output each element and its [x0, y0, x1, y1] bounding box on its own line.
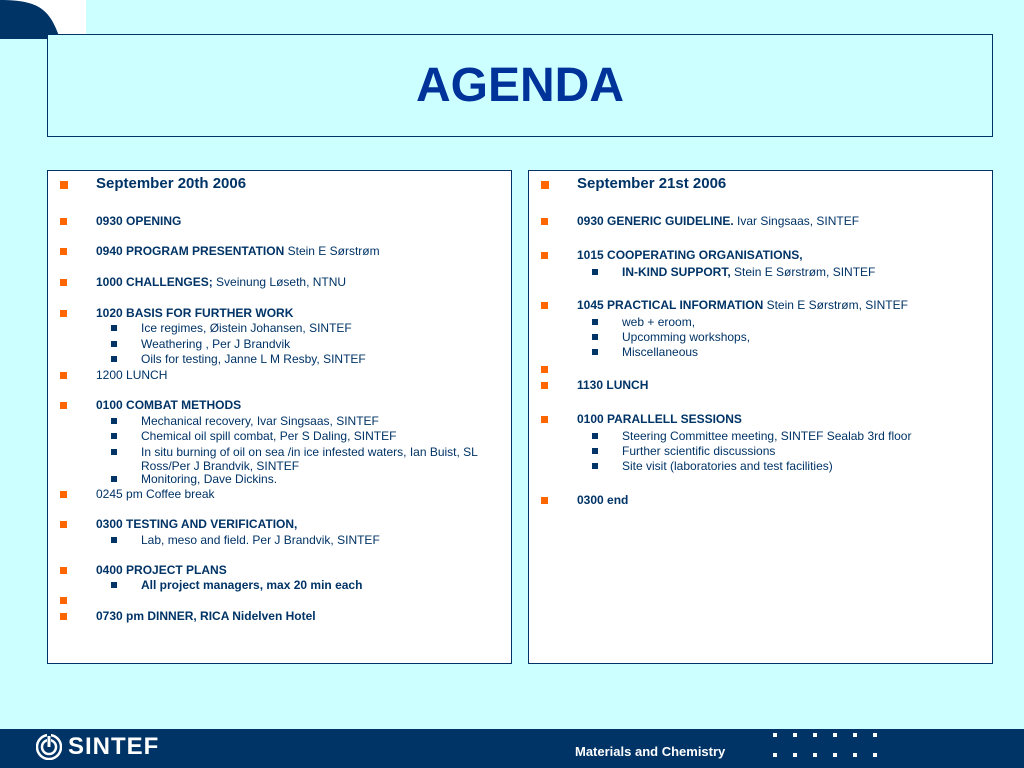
- agenda-item-bold-text: 0300 end: [577, 493, 629, 507]
- agenda-item-text: [622, 459, 984, 473]
- agenda-item-text: [622, 265, 984, 279]
- bullet-icon: [111, 356, 117, 362]
- agenda-item-text: [141, 429, 503, 443]
- agenda-item-text: [141, 321, 503, 335]
- agenda-item-detail-text: Ivar Singsaas, SINTEF: [733, 214, 860, 228]
- bullet-icon: [111, 433, 117, 439]
- page-title: AGENDA: [415, 59, 624, 112]
- bullet-icon: [541, 416, 548, 423]
- agenda-item-text: [622, 330, 984, 344]
- agenda-item-bold-text: September 20th 2006: [96, 175, 247, 192]
- bullet-icon: [60, 279, 67, 286]
- bullet-icon: [60, 181, 68, 189]
- agenda-item-bold-text: 0940 PROGRAM PRESENTATION: [96, 244, 285, 258]
- agenda-item-detail-text: Stein E Sørstrøm, SINTEF: [763, 298, 908, 312]
- footer-dot: [833, 733, 837, 737]
- agenda-item-detail-text: Steering Committee meeting, SINTEF Sealab 3rd floor: [622, 429, 912, 443]
- agenda-item-bold-text: All project managers, max 20 min each: [141, 578, 363, 592]
- agenda-item-text: [577, 378, 984, 392]
- bullet-icon: [60, 310, 67, 317]
- agenda-item-detail-text: Upcomming workshops,: [622, 330, 751, 344]
- bullet-icon: [541, 181, 549, 189]
- bullet-icon: [111, 418, 117, 424]
- agenda-item-text: [577, 412, 984, 426]
- agenda-item-bold-text: 0300 TESTING AND VERIFICATION,: [96, 517, 298, 531]
- bullet-icon: [592, 269, 598, 275]
- sintef-logo-icon: [36, 734, 62, 760]
- bullet-icon: [60, 248, 67, 255]
- agenda-item-text: [96, 609, 503, 623]
- bullet-icon: [111, 476, 117, 482]
- bullet-icon: [541, 382, 548, 389]
- bullet-icon: [592, 319, 598, 325]
- agenda-item-bold-text: 0730 pm DINNER, RICA Nidelven Hotel: [96, 609, 316, 623]
- agenda-item-text: [141, 337, 503, 351]
- footer-dot: [813, 733, 817, 737]
- agenda-item-detail-text: In situ burning of oil on sea /in ice infested waters, Ian Buist, SL Ross/Per J Brandvik, SINTEF: [141, 445, 478, 473]
- agenda-item-text: [141, 445, 503, 473]
- bullet-icon: [60, 372, 67, 379]
- bullet-icon: [541, 497, 548, 504]
- agenda-item-detail-text: Miscellaneous: [622, 345, 699, 359]
- bullet-icon: [111, 325, 117, 331]
- agenda-item-text: [141, 352, 503, 366]
- sintef-logo: [36, 733, 159, 761]
- agenda-item-detail-text: Sveinung Løseth, NTNU: [212, 275, 347, 289]
- agenda-item-text: [96, 275, 503, 289]
- agenda-item-detail-text: Ice regimes, Øistein Johansen, SINTEF: [141, 321, 352, 335]
- agenda-item-detail-text: Oils for testing, Janne L M Resby, SINTEF: [141, 352, 366, 366]
- agenda-item-detail-text: Monitoring, Dave Dickins.: [141, 472, 278, 486]
- agenda-item-text: [96, 175, 503, 193]
- bullet-icon: [592, 349, 598, 355]
- agenda-item-text: [622, 444, 984, 458]
- agenda-item-bold-text: 1020 BASIS FOR FURTHER WORK: [96, 306, 294, 320]
- agenda-item-detail-text: Further scientific discussions: [622, 444, 776, 458]
- agenda-item-text: [141, 414, 503, 428]
- agenda-item-text: [577, 214, 984, 228]
- bullet-icon: [592, 463, 598, 469]
- footer-dot: [793, 733, 797, 737]
- sintef-logo-text: SINTEF: [68, 733, 160, 760]
- agenda-item-text: [96, 487, 503, 501]
- agenda-item-text: [96, 214, 503, 228]
- bullet-icon: [60, 521, 67, 528]
- agenda-item-bold-text: IN-KIND SUPPORT,: [622, 265, 731, 279]
- agenda-item-bold-text: 0930 GENERIC GUIDELINE.: [577, 214, 734, 228]
- bullet-icon: [541, 252, 548, 259]
- agenda-item-text: [141, 533, 503, 547]
- bullet-icon: [541, 218, 548, 225]
- agenda-item-bold-text: 1130 LUNCH: [577, 378, 649, 392]
- agenda-item-bold-text: 0930 OPENING: [96, 214, 182, 228]
- agenda-item-text: [141, 472, 503, 486]
- bullet-icon: [592, 433, 598, 439]
- agenda-item-text: [622, 345, 984, 359]
- footer-dot: [793, 753, 797, 757]
- agenda-item-detail-text: Site visit (laboratories and test facilities): [622, 459, 833, 473]
- bullet-icon: [111, 449, 117, 455]
- footer-dot: [773, 753, 777, 757]
- bullet-icon: [60, 613, 67, 620]
- bullet-icon: [541, 302, 548, 309]
- bullet-icon: [60, 218, 67, 225]
- bullet-icon: [111, 537, 117, 543]
- left-agenda-panel: [47, 170, 512, 664]
- agenda-item-detail-text: Stein E Sørstrøm, SINTEF: [730, 265, 876, 279]
- agenda-item-text: [96, 368, 503, 382]
- bullet-icon: [541, 366, 548, 373]
- agenda-item-detail-text: 1200 LUNCH: [96, 368, 168, 382]
- bullet-icon: [60, 597, 67, 604]
- agenda-item-bold-text: September 21st 2006: [577, 175, 727, 192]
- agenda-item-bold-text: 0100 PARALLELL SESSIONS: [577, 412, 742, 426]
- footer-dot: [853, 733, 857, 737]
- agenda-item-bold-text: 1000 CHALLENGES;: [96, 275, 213, 289]
- footer-dot: [873, 753, 877, 757]
- bullet-icon: [60, 567, 67, 574]
- agenda-item-detail-text: Stein E Sørstrøm: [284, 244, 380, 258]
- agenda-item-text: [141, 578, 503, 592]
- footer-dot: [833, 753, 837, 757]
- footer-dot: [813, 753, 817, 757]
- agenda-item-bold-text: 1045 PRACTICAL INFORMATION: [577, 298, 764, 312]
- agenda-item-text: [96, 517, 503, 531]
- agenda-item-text: [96, 306, 503, 320]
- footer-dot: [873, 733, 877, 737]
- page-number: 2: [976, 745, 984, 760]
- bullet-icon: [60, 402, 67, 409]
- agenda-item-text: [96, 563, 503, 577]
- agenda-item-text: [96, 398, 503, 412]
- agenda-item-detail-text: Mechanical recovery, Ivar Singsaas, SINTEF: [141, 414, 379, 428]
- department-label: Materials and Chemistry: [575, 744, 726, 759]
- agenda-item-text: [577, 175, 984, 193]
- agenda-item-text: [622, 429, 984, 443]
- agenda-item-detail-text: Weathering , Per J Brandvik: [141, 337, 291, 351]
- agenda-item-bold-text: 0400 PROJECT PLANS: [96, 563, 227, 577]
- agenda-item-detail-text: 0245 pm Coffee break: [96, 487, 215, 501]
- agenda-item-bold-text: 1015 COOPERATING ORGANISATIONS,: [577, 248, 803, 262]
- bullet-icon: [60, 491, 67, 498]
- agenda-item-text: [622, 315, 984, 329]
- bullet-icon: [111, 341, 117, 347]
- agenda-item-text: [577, 298, 984, 312]
- agenda-item-text: [577, 493, 984, 507]
- agenda-item-bold-text: 0100 COMBAT METHODS: [96, 398, 242, 412]
- right-agenda-panel: [528, 170, 993, 664]
- agenda-item-detail-text: web + eroom,: [622, 315, 696, 329]
- bullet-icon: [592, 334, 598, 340]
- agenda-item-detail-text: Lab, meso and field. Per J Brandvik, SINTEF: [141, 533, 380, 547]
- agenda-item-text: [96, 244, 503, 258]
- footer-dot: [853, 753, 857, 757]
- agenda-item-text: [577, 248, 984, 262]
- bullet-icon: [592, 448, 598, 454]
- agenda-item-detail-text: Chemical oil spill combat, Per S Daling, SINTEF: [141, 429, 397, 443]
- title-box: [47, 34, 993, 137]
- bullet-icon: [111, 582, 117, 588]
- footer-dot: [773, 733, 777, 737]
